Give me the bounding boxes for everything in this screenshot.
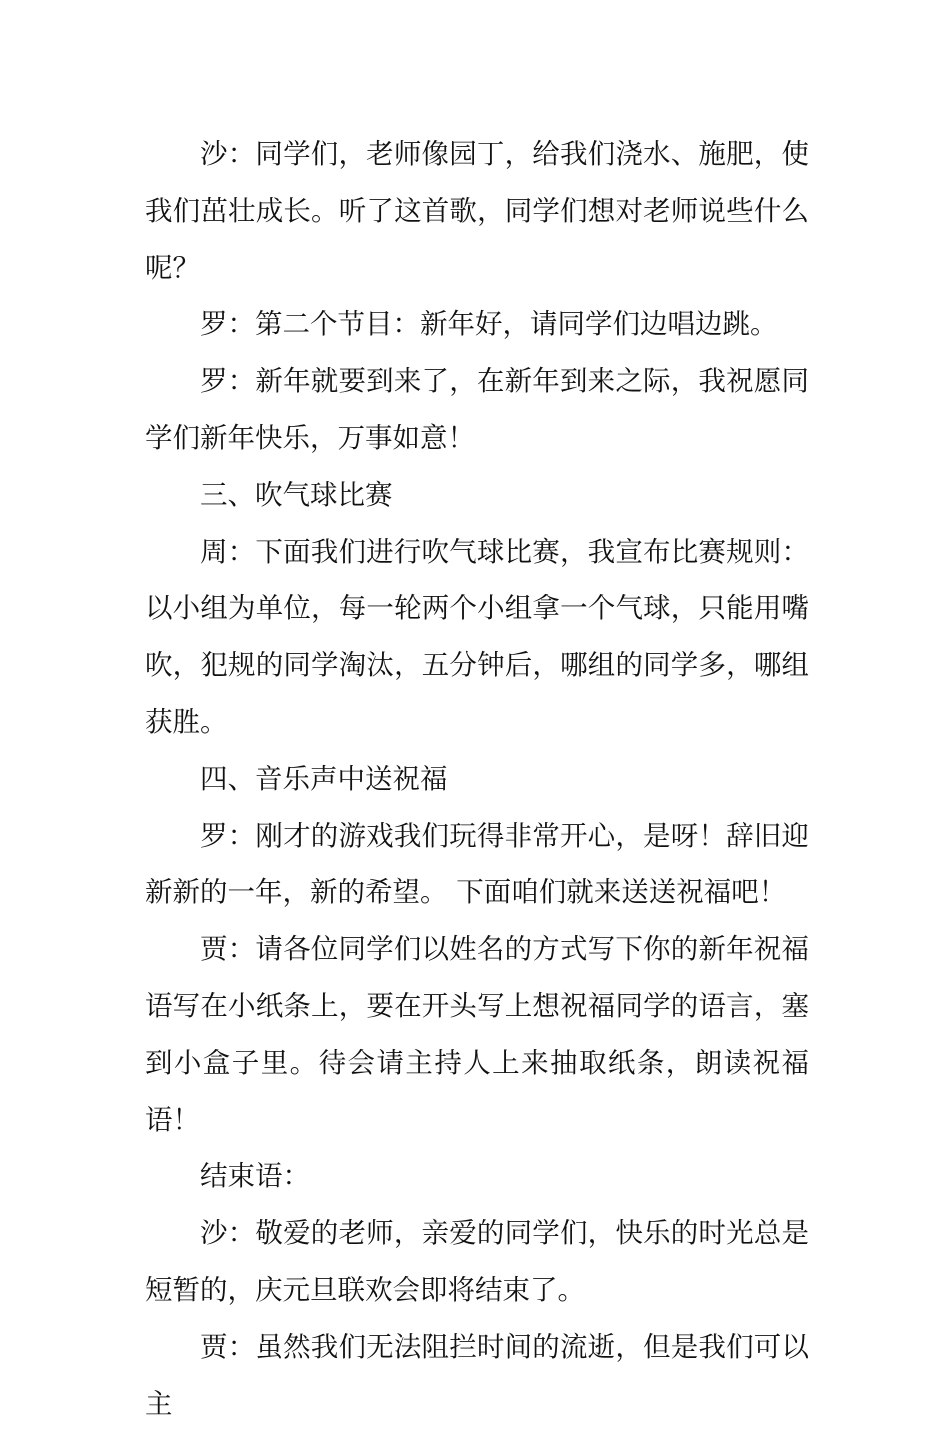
paragraph-dialogue-luo-1: 罗：第二个节目：新年好，请同学们边唱边跳。 [200,308,778,341]
paragraph-dialogue-zhou-1: 周：下面我们进行吹气球比赛，我宣布比赛规则：以小组为单位，每一轮两个小组拿一个气球，只能用嘴吹，犯规的同学淘汰，五分钟后，哪组的同学多，哪组获胜。 [145,535,809,738]
paragraph-dialogue-jia-1: 贾：请各位同学们以姓名的方式写下你的新年祝福语写在小纸条上，要在开头写上想祝福同学的语言，塞到小盒子里。待会请主持人上来抽取纸条，朗读祝福语！ [145,933,809,1136]
paragraph-dialogue-luo-2: 罗：新年就要到来了，在新年到来之际，我祝愿同学们新年快乐，万事如意！ [145,365,809,454]
section-heading-music-blessings: 四、音乐声中送祝福 [200,762,448,795]
paragraph-dialogue-jia-2: 贾：虽然我们无法阻拦时间的流逝，但是我们可以主 [145,1330,809,1420]
section-heading-balloon-contest: 三、吹气球比赛 [200,478,393,511]
paragraph-dialogue-sha-2: 沙：敬爱的老师，亲爱的同学们，快乐的时光总是短暂的，庆元旦联欢会即将结束了。 [145,1217,809,1306]
document-body [145,126,809,1432]
section-heading-closing: 结束语： [200,1160,310,1193]
paragraph-dialogue-sha-1: 沙：同学们，老师像园丁，给我们浇水、施肥，使我们茁壮成长。听了这首歌，同学们想对老师说些什么呢？ [145,138,809,284]
paragraph-dialogue-luo-3: 罗：刚才的游戏我们玩得非常开心，是呀！辞旧迎新新的一年，新的希望。 下面咱们就来送送祝福吧！ [145,819,809,909]
